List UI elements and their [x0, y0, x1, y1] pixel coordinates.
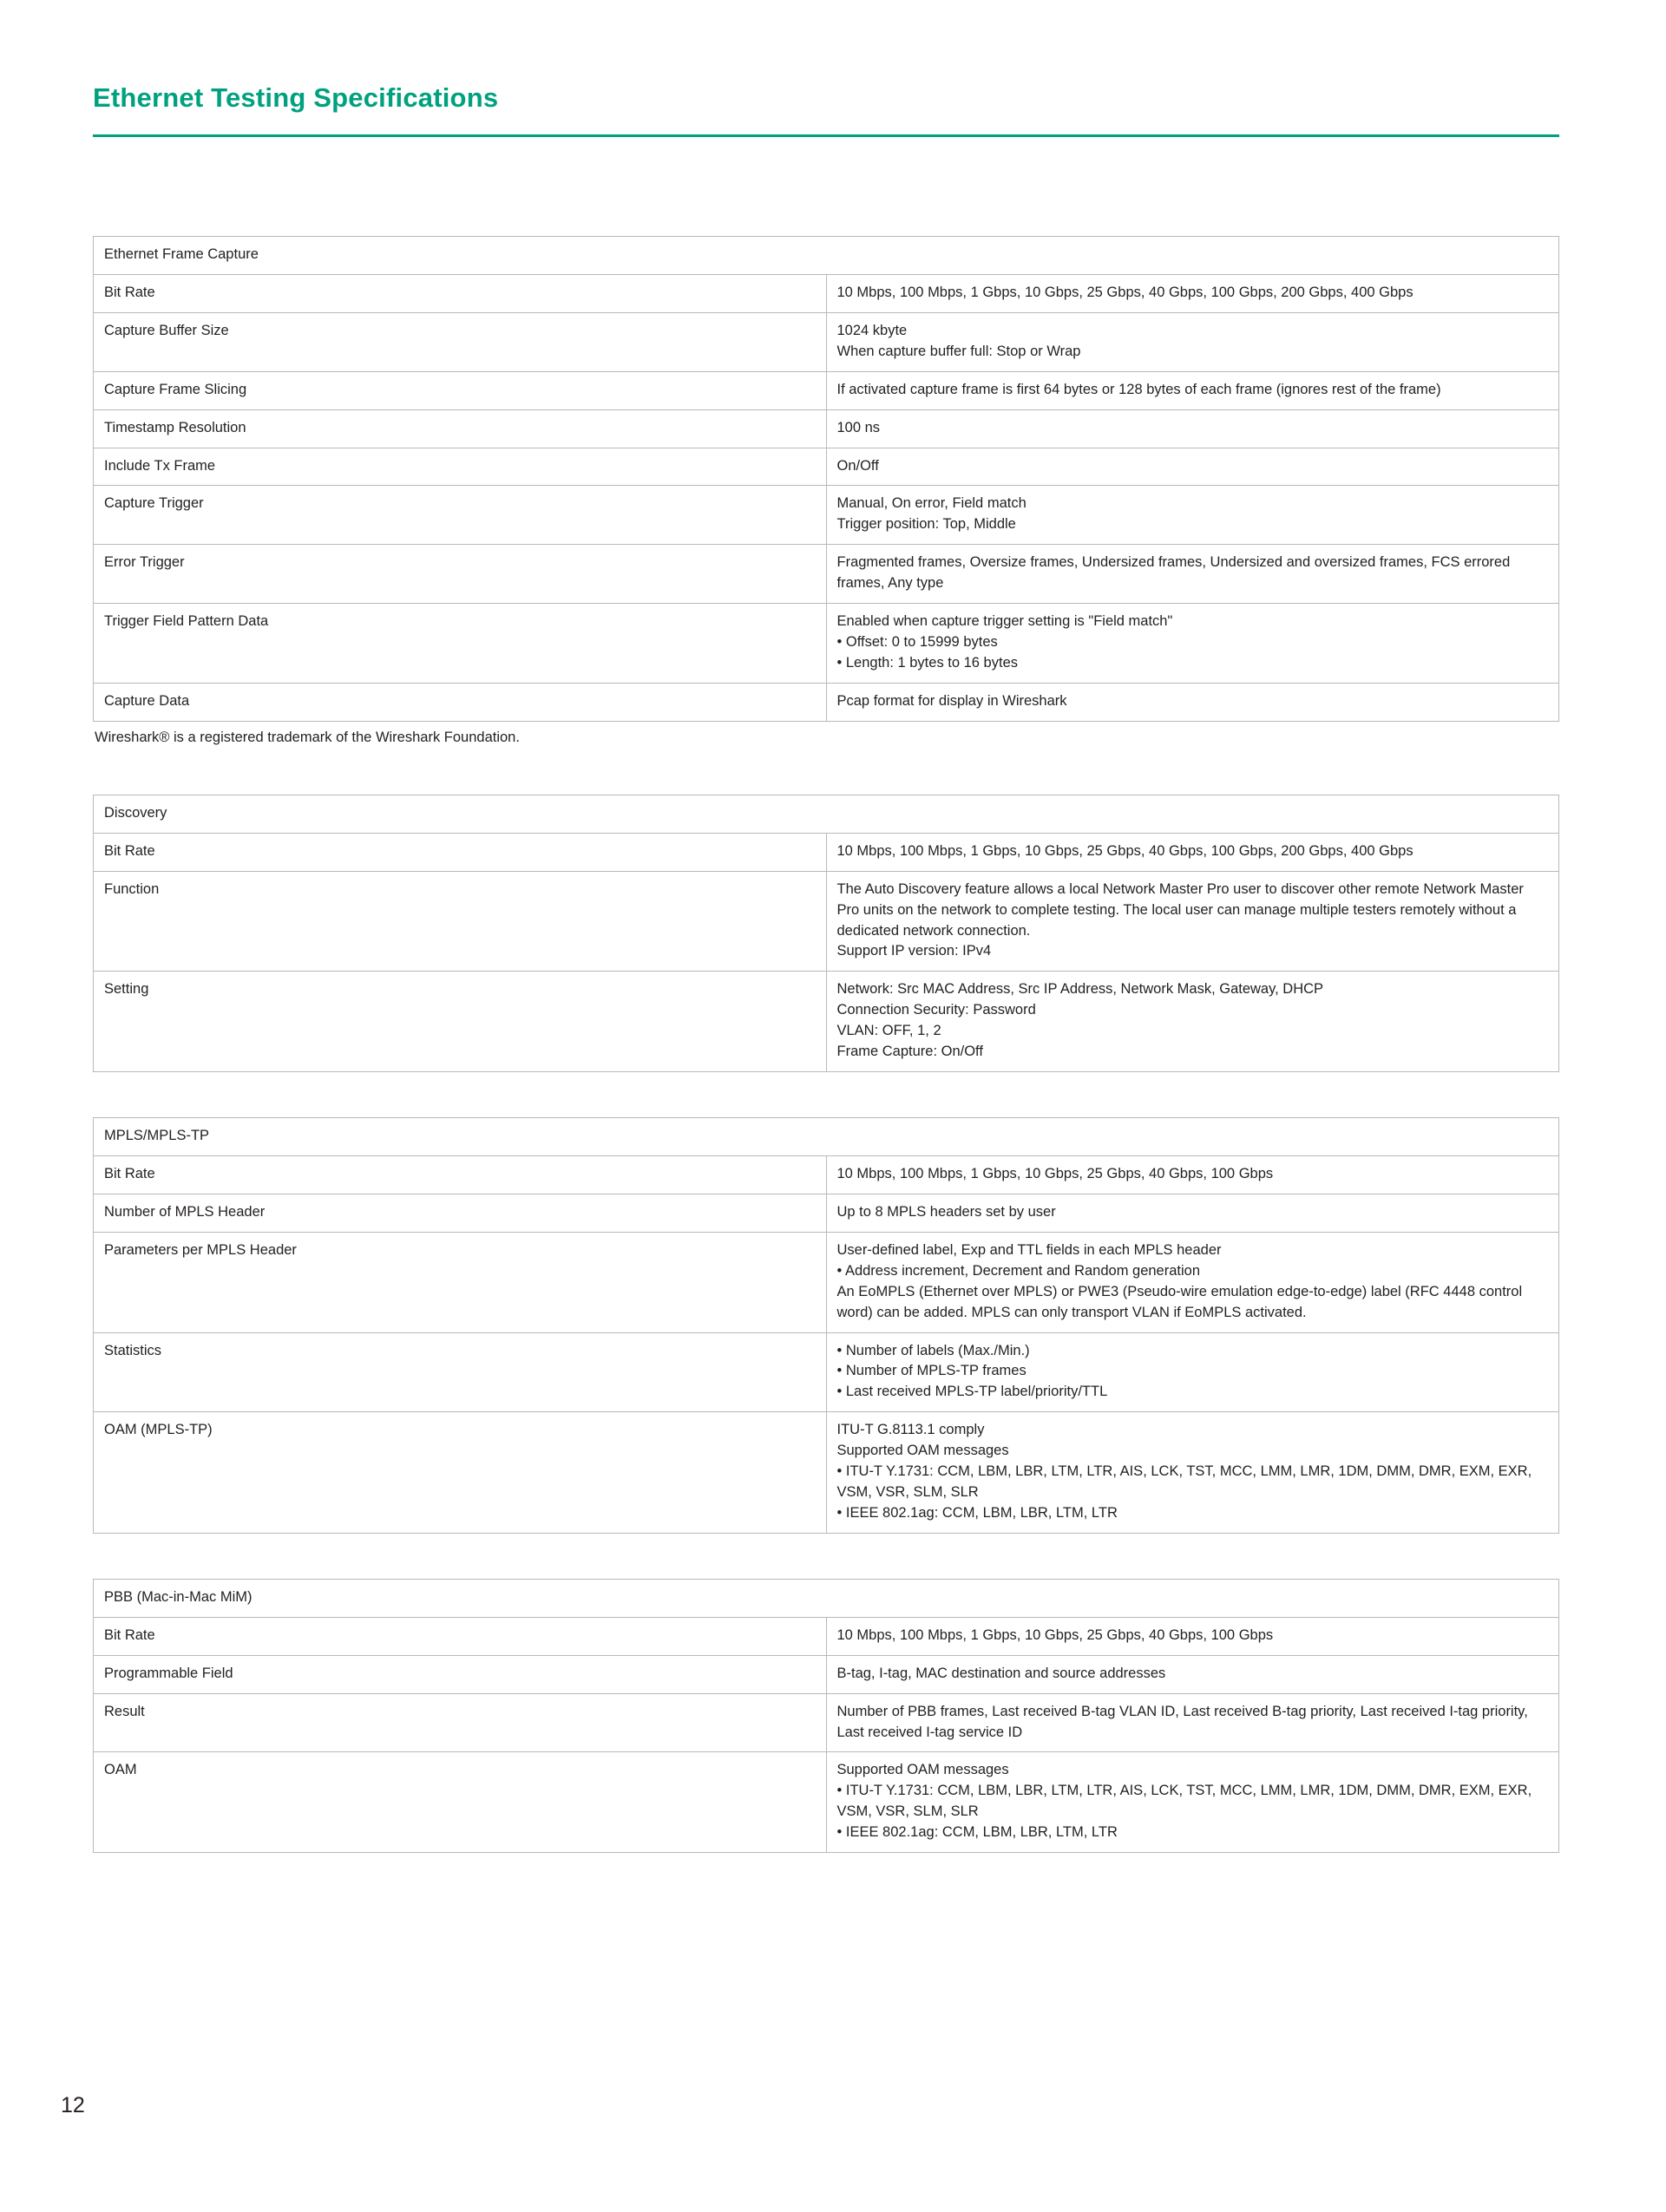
table-heading: Discovery — [94, 795, 1559, 833]
row-value — [826, 1194, 1559, 1232]
page-number: 12 — [61, 2093, 85, 2117]
value-line: Trigger position: Top, Middle — [836, 516, 1016, 533]
value-line: ITU-T G.8113.1 comply — [836, 1422, 985, 1438]
row-value — [826, 683, 1559, 721]
row-value — [826, 1332, 1559, 1412]
row-value — [826, 545, 1559, 604]
row-value — [826, 1655, 1559, 1693]
value-line: Network: Src MAC Address, Src IP Address, Network Mask, Gateway, DHCP — [836, 981, 1324, 998]
value-line: 100 ns — [836, 419, 881, 435]
value-line: • Last received MPLS-TP label/priority/TTL — [836, 1384, 1108, 1400]
value-line: • ITU-T Y.1731: CCM, LBM, LBR, LTM, LTR, AIS, LCK, TST, MCC, LMM, LMR, 1DM, DMM, DMR, EXM, EXR, VSM, VSR, SLM, SLR — [836, 1463, 1536, 1501]
spacer — [93, 746, 1559, 795]
table-body — [94, 795, 1559, 1071]
value-line: 10 Mbps, 100 Mbps, 1 Gbps, 10 Gbps, 25 Gbps, 40 Gbps, 100 Gbps — [836, 1165, 1274, 1181]
row-label: Capture Trigger — [94, 486, 827, 545]
row-label: Include Tx Frame — [94, 448, 827, 486]
table-row — [94, 312, 1559, 371]
value-line: User-defined label, Exp and TTL fields in each MPLS header — [836, 1241, 1222, 1258]
value-line: Supported OAM messages — [836, 1762, 1009, 1778]
table-row — [94, 1194, 1559, 1232]
value-line: 10 Mbps, 100 Mbps, 1 Gbps, 10 Gbps, 25 Gbps, 40 Gbps, 100 Gbps — [836, 1626, 1274, 1643]
row-value — [826, 1412, 1559, 1534]
row-value — [826, 1155, 1559, 1194]
table-heading: Ethernet Frame Capture — [94, 237, 1559, 275]
table-discovery — [93, 795, 1559, 1072]
table-row — [94, 409, 1559, 448]
row-value — [826, 486, 1559, 545]
table-row — [94, 545, 1559, 604]
row-value — [826, 1617, 1559, 1655]
row-label: Bit Rate — [94, 833, 827, 871]
value-line: VLAN: OFF, 1, 2 — [836, 1023, 941, 1039]
table-ethernet-frame-capture — [93, 236, 1559, 722]
wireshark-footnote: Wireshark® is a registered trademark of the Wireshark Foundation. — [95, 729, 520, 745]
table-body — [94, 237, 1559, 722]
table-row — [94, 604, 1559, 684]
table-row — [94, 1693, 1559, 1752]
row-label: Bit Rate — [94, 1617, 827, 1655]
row-label: Bit Rate — [94, 274, 827, 312]
value-line: Support IP version: IPv4 — [836, 943, 992, 959]
value-line: Number of PBB frames, Last received B-tag VLAN ID, Last received B-tag priority, Last received I-tag priority, — [836, 1703, 1528, 1719]
value-line: B-tag, I-tag, MAC destination and source addresses — [836, 1665, 1166, 1681]
table-row — [94, 1412, 1559, 1534]
row-value — [826, 833, 1559, 871]
row-label: OAM (MPLS-TP) — [94, 1412, 827, 1534]
row-label: Capture Data — [94, 683, 827, 721]
row-label: Trigger Field Pattern Data — [94, 604, 827, 684]
row-label: Number of MPLS Header — [94, 1194, 827, 1232]
value-line: • IEEE 802.1ag: CCM, LBM, LBR, LTM, LTR — [836, 1504, 1118, 1521]
table-row — [94, 833, 1559, 871]
row-value — [826, 604, 1559, 684]
table-row — [94, 486, 1559, 545]
value-line: • Number of labels (Max./Min.) — [836, 1342, 1030, 1358]
row-value — [826, 1693, 1559, 1752]
table-row — [94, 683, 1559, 721]
table-row — [94, 1655, 1559, 1693]
row-value — [826, 274, 1559, 312]
row-value — [826, 1232, 1559, 1332]
table-heading: PBB (Mac-in-Mac MiM) — [94, 1579, 1559, 1617]
row-label: Statistics — [94, 1332, 827, 1412]
table-row — [94, 1332, 1559, 1412]
row-value — [826, 448, 1559, 486]
row-label: Timestamp Resolution — [94, 409, 827, 448]
value-line: Last received I-tag service ID — [836, 1724, 1023, 1740]
table-row — [94, 371, 1559, 409]
row-label: Programmable Field — [94, 1655, 827, 1693]
value-line: • Number of MPLS-TP frames — [836, 1363, 1026, 1379]
value-line: 10 Mbps, 100 Mbps, 1 Gbps, 10 Gbps, 25 Gbps, 40 Gbps, 100 Gbps, 200 Gbps, 400 Gbps — [836, 842, 1413, 859]
table-pbb-mac-in-mac — [93, 1579, 1559, 1853]
table-header-row — [94, 1118, 1559, 1156]
table-row — [94, 274, 1559, 312]
row-value — [826, 871, 1559, 972]
value-line: • Address increment, Decrement and Random generation — [836, 1262, 1201, 1279]
value-line: 10 Mbps, 100 Mbps, 1 Gbps, 10 Gbps, 25 Gbps, 40 Gbps, 100 Gbps, 200 Gbps, 400 Gbps — [836, 284, 1413, 300]
value-line: Connection Security: Password — [836, 1002, 1036, 1018]
value-line: Fragmented frames, Oversize frames, Undersized frames, Undersized and oversized frames, FCS errored frames, Any type — [836, 554, 1514, 592]
row-value — [826, 1752, 1559, 1853]
value-line: 1024 kbyte — [836, 322, 908, 338]
row-value — [826, 312, 1559, 371]
table-header-row — [94, 795, 1559, 833]
value-line: Enabled when capture trigger setting is "Field match" — [836, 613, 1173, 630]
table-row — [94, 448, 1559, 486]
row-label: Capture Frame Slicing — [94, 371, 827, 409]
title-divider — [93, 134, 1559, 137]
row-value — [826, 409, 1559, 448]
value-line: • Offset: 0 to 15999 bytes — [836, 634, 998, 651]
table-row — [94, 972, 1559, 1072]
table-header-row — [94, 1579, 1559, 1617]
row-label: Parameters per MPLS Header — [94, 1232, 827, 1332]
row-value — [826, 972, 1559, 1072]
page-title: Ethernet Testing Specifications — [93, 82, 499, 113]
table-row — [94, 1617, 1559, 1655]
value-line: • ITU-T Y.1731: CCM, LBM, LBR, LTM, LTR, AIS, LCK, TST, MCC, LMM, LMR, 1DM, DMM, DMR, EXM, EXR, VSM, VSR, SLM, SLR — [836, 1783, 1536, 1820]
row-label: Capture Buffer Size — [94, 312, 827, 371]
spacer — [93, 1072, 1559, 1117]
row-label: Result — [94, 1693, 827, 1752]
table-mpls-mpls-tp — [93, 1117, 1559, 1534]
row-label: Bit Rate — [94, 1155, 827, 1194]
table-body — [94, 1579, 1559, 1852]
value-line: Frame Capture: On/Off — [836, 1044, 983, 1060]
table-heading: MPLS/MPLS-TP — [94, 1118, 1559, 1156]
value-line: When capture buffer full: Stop or Wrap — [836, 343, 1081, 359]
value-line: The Auto Discovery feature allows a local Network Master Pro user to discover other remote Network Master Pro units on the network to complete testing. The local user can manage multiple testers remotely without a dedicated network connection. — [836, 880, 1528, 939]
specifications-content — [93, 236, 1559, 1853]
value-line: On/Off — [836, 457, 879, 474]
value-line: An EoMPLS (Ethernet over MPLS) or PWE3 (Pseudo-wire emulation edge-to-edge) label (RFC 4448 control word) can be added. MPLS can only transport VLAN if EoMPLS activated. — [836, 1283, 1526, 1320]
table-row — [94, 1232, 1559, 1332]
row-value — [826, 371, 1559, 409]
table-header-row — [94, 237, 1559, 275]
value-line: • Length: 1 bytes to 16 bytes — [836, 654, 1018, 671]
row-label: Function — [94, 871, 827, 972]
table-row — [94, 1752, 1559, 1853]
value-line: • IEEE 802.1ag: CCM, LBM, LBR, LTM, LTR — [836, 1824, 1118, 1841]
value-line: Up to 8 MPLS headers set by user — [836, 1203, 1056, 1220]
value-line: Manual, On error, Field match — [836, 495, 1026, 512]
table-row — [94, 1155, 1559, 1194]
row-label: Setting — [94, 972, 827, 1072]
table-row — [94, 871, 1559, 972]
spacer — [93, 1534, 1559, 1579]
row-label: OAM — [94, 1752, 827, 1853]
table-body — [94, 1118, 1559, 1534]
value-line: Supported OAM messages — [836, 1443, 1009, 1459]
value-line: If activated capture frame is first 64 bytes or 128 bytes of each frame (ignores rest of the frame) — [836, 381, 1441, 397]
row-label: Error Trigger — [94, 545, 827, 604]
value-line: Pcap format for display in Wireshark — [836, 692, 1067, 709]
